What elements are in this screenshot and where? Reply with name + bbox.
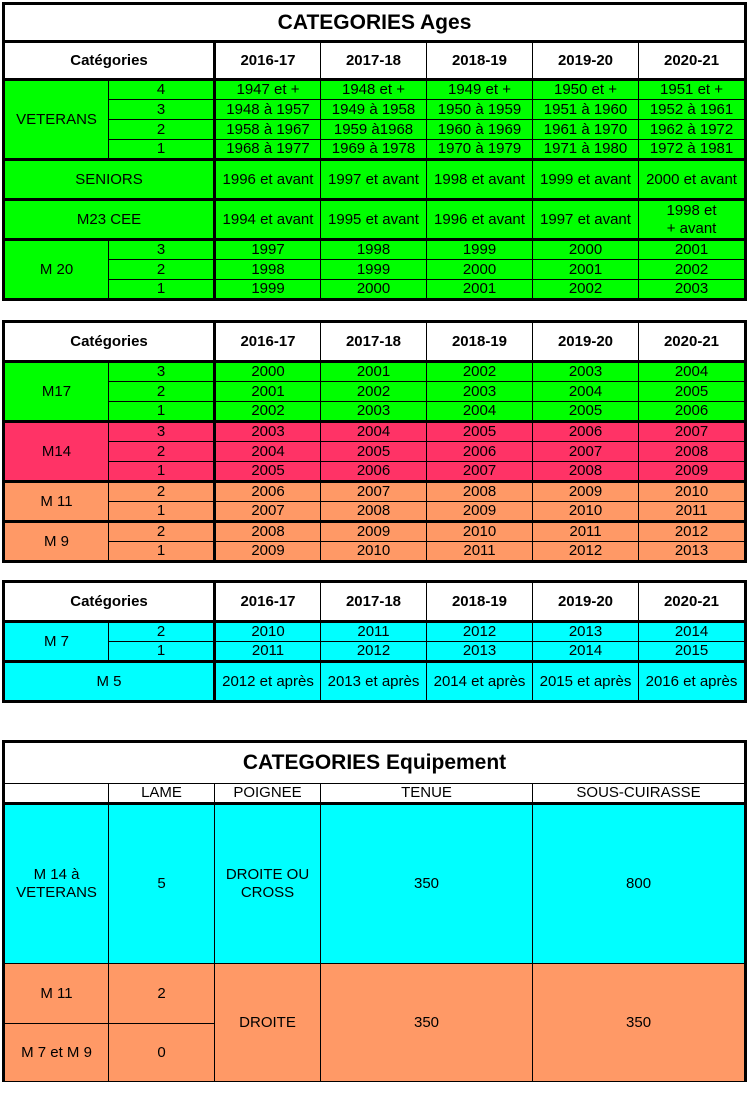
level-cell: 3 (109, 362, 215, 382)
lame-cell: 5 (109, 804, 215, 964)
year-cell: 1999 et avant (533, 160, 639, 200)
category-m14-veterans: M 14 à VETERANS (4, 804, 109, 964)
ages-title: CATEGORIES Ages (4, 4, 746, 42)
year-cell: 1969 à 1978 (321, 140, 427, 160)
year-cell: 1998 et avant (427, 160, 533, 200)
year-cell: 1961 à 1970 (533, 120, 639, 140)
category-m23: M23 CEE (4, 200, 215, 240)
level-cell: 1 (109, 542, 215, 562)
level-cell: 1 (109, 462, 215, 482)
year-cell: 1950 à 1959 (427, 100, 533, 120)
lame-cell: 0 (109, 1024, 215, 1082)
year-cell: 2011 (215, 642, 321, 662)
year-cell: 2001 (639, 240, 746, 260)
poignee-header: POIGNEE (215, 784, 321, 804)
poignee-cell: DROITE OU CROSS (215, 804, 321, 964)
year-cell: 2011 (639, 502, 746, 522)
year-cell: 2013 (533, 622, 639, 642)
year-cell: 2015 et après (533, 662, 639, 702)
year-cell: 2009 (215, 542, 321, 562)
year-cell: 2005 (427, 422, 533, 442)
year-cell: 1971 à 1980 (533, 140, 639, 160)
ages-table-2 (2, 320, 747, 563)
year-cell: 2001 (321, 362, 427, 382)
year-cell: 2002 (639, 260, 746, 280)
season-header: 2019-20 (533, 42, 639, 80)
year-cell: 1997 et avant (533, 200, 639, 240)
level-cell: 2 (109, 522, 215, 542)
year-cell: 2007 (639, 422, 746, 442)
year-cell: 2014 (533, 642, 639, 662)
year-cell: 1996 et avant (427, 200, 533, 240)
year-cell: 1968 à 1977 (215, 140, 321, 160)
level-cell: 1 (109, 280, 215, 300)
year-cell: 1998 et + avant (639, 200, 746, 240)
year-cell: 1970 à 1979 (427, 140, 533, 160)
level-cell: 1 (109, 402, 215, 422)
categories-header: Catégories (4, 582, 215, 622)
ages-table-1 (2, 2, 747, 301)
year-cell: 2007 (215, 502, 321, 522)
tenue-cell: 350 (321, 964, 533, 1082)
year-cell: 2010 (321, 542, 427, 562)
year-cell: 2009 (321, 522, 427, 542)
tenue-cell: 350 (321, 804, 533, 964)
year-cell: 2015 (639, 642, 746, 662)
year-cell: 1997 (215, 240, 321, 260)
year-cell: 2010 (215, 622, 321, 642)
year-cell: 1951 et + (639, 80, 746, 100)
level-cell: 2 (109, 382, 215, 402)
lame-header: LAME (109, 784, 215, 804)
year-cell: 1960 à 1969 (427, 120, 533, 140)
category-m5: M 5 (4, 662, 215, 702)
category-m7-m9: M 7 et M 9 (4, 1024, 109, 1082)
season-header: 2016-17 (215, 322, 321, 362)
category-m20: M 20 (4, 240, 109, 300)
year-cell: 1947 et + (215, 80, 321, 100)
year-cell: 2008 (533, 462, 639, 482)
year-cell: 2011 (427, 542, 533, 562)
year-cell: 2006 (533, 422, 639, 442)
year-cell: 1951 à 1960 (533, 100, 639, 120)
year-cell: 2011 (533, 522, 639, 542)
year-cell: 1949 et + (427, 80, 533, 100)
year-cell: 2006 (427, 442, 533, 462)
year-cell: 1948 à 1957 (215, 100, 321, 120)
year-cell: 1950 et + (533, 80, 639, 100)
level-cell: 2 (109, 622, 215, 642)
year-cell: 2000 (215, 362, 321, 382)
ages-table-3 (2, 580, 747, 703)
season-header: 2018-19 (427, 582, 533, 622)
season-header: 2018-19 (427, 42, 533, 80)
year-cell: 2004 (215, 442, 321, 462)
season-header: 2017-18 (321, 42, 427, 80)
year-cell: 2008 (427, 482, 533, 502)
categories-header: Catégories (4, 322, 215, 362)
year-cell: 1999 (321, 260, 427, 280)
poignee-cell: DROITE (215, 964, 321, 1082)
year-cell: 2012 (321, 642, 427, 662)
season-header: 2017-18 (321, 322, 427, 362)
year-cell: 2002 (427, 362, 533, 382)
level-cell: 3 (109, 100, 215, 120)
level-cell: 4 (109, 80, 215, 100)
year-cell: 2006 (215, 482, 321, 502)
year-cell: 2005 (321, 442, 427, 462)
season-header: 2016-17 (215, 582, 321, 622)
year-cell: 2002 (215, 402, 321, 422)
equipment-header-blank (4, 784, 109, 804)
year-cell: 2013 (427, 642, 533, 662)
category-m9: M 9 (4, 522, 109, 562)
year-cell: 2009 (639, 462, 746, 482)
year-cell: 2004 (427, 402, 533, 422)
year-cell: 1996 et avant (215, 160, 321, 200)
level-cell: 2 (109, 442, 215, 462)
year-cell: 1948 et + (321, 80, 427, 100)
year-cell: 1958 à 1967 (215, 120, 321, 140)
year-cell: 1949 à 1958 (321, 100, 427, 120)
year-cell: 2008 (215, 522, 321, 542)
sous-cuirasse-cell: 800 (533, 804, 746, 964)
season-header: 2020-21 (639, 42, 746, 80)
year-cell: 2010 (427, 522, 533, 542)
year-cell: 2012 (639, 522, 746, 542)
level-cell: 1 (109, 642, 215, 662)
year-cell: 2012 (427, 622, 533, 642)
year-cell: 2000 (533, 240, 639, 260)
year-cell: 2009 (427, 502, 533, 522)
year-cell: 2008 (321, 502, 427, 522)
level-cell: 3 (109, 422, 215, 442)
year-cell: 2000 (427, 260, 533, 280)
year-cell: 2014 (639, 622, 746, 642)
season-header: 2017-18 (321, 582, 427, 622)
year-cell: 2004 (533, 382, 639, 402)
year-cell: 2005 (533, 402, 639, 422)
year-cell: 2002 (533, 280, 639, 300)
year-cell: 1998 (215, 260, 321, 280)
year-cell: 2002 (321, 382, 427, 402)
season-header: 2016-17 (215, 42, 321, 80)
equipment-table (2, 740, 747, 1082)
year-cell: 2001 (427, 280, 533, 300)
year-cell: 2000 (321, 280, 427, 300)
season-header: 2018-19 (427, 322, 533, 362)
year-cell: 2003 (427, 382, 533, 402)
tenue-header: TENUE (321, 784, 533, 804)
season-header: 2019-20 (533, 582, 639, 622)
year-cell: 2007 (427, 462, 533, 482)
categories-header: Catégories (4, 42, 215, 80)
year-cell: 1999 (215, 280, 321, 300)
season-header: 2020-21 (639, 322, 746, 362)
category-m14: M14 (4, 422, 109, 482)
year-cell: 1994 et avant (215, 200, 321, 240)
year-cell: 2003 (639, 280, 746, 300)
category-seniors: SENIORS (4, 160, 215, 200)
year-cell: 2005 (215, 462, 321, 482)
year-cell: 2012 et après (215, 662, 321, 702)
year-cell: 2001 (533, 260, 639, 280)
sous-cuirasse-header: SOUS-CUIRASSE (533, 784, 746, 804)
year-cell: 2010 (639, 482, 746, 502)
year-cell: 2001 (215, 382, 321, 402)
year-cell: 1998 (321, 240, 427, 260)
year-cell: 2013 et après (321, 662, 427, 702)
year-cell: 1962 à 1972 (639, 120, 746, 140)
year-cell: 1972 à 1981 (639, 140, 746, 160)
level-cell: 1 (109, 140, 215, 160)
year-cell: 2003 (215, 422, 321, 442)
year-cell: 2006 (321, 462, 427, 482)
sous-cuirasse-cell: 350 (533, 964, 746, 1082)
year-cell: 2008 (639, 442, 746, 462)
year-cell: 2010 (533, 502, 639, 522)
category-m11: M 11 (4, 964, 109, 1024)
year-cell: 1997 et avant (321, 160, 427, 200)
level-cell: 3 (109, 240, 215, 260)
year-cell: 1952 à 1961 (639, 100, 746, 120)
year-cell: 2014 et après (427, 662, 533, 702)
level-cell: 1 (109, 502, 215, 522)
lame-cell: 2 (109, 964, 215, 1024)
year-cell: 2009 (533, 482, 639, 502)
level-cell: 2 (109, 120, 215, 140)
season-header: 2020-21 (639, 582, 746, 622)
year-cell: 2007 (321, 482, 427, 502)
year-cell: 2004 (639, 362, 746, 382)
season-header: 2019-20 (533, 322, 639, 362)
year-cell: 1999 (427, 240, 533, 260)
year-cell: 2003 (321, 402, 427, 422)
year-cell: 2012 (533, 542, 639, 562)
equipment-title: CATEGORIES Equipement (4, 742, 746, 784)
year-cell: 1959 à1968 (321, 120, 427, 140)
category-m11: M 11 (4, 482, 109, 522)
category-m17: M17 (4, 362, 109, 422)
category-veterans: VETERANS (4, 80, 109, 160)
year-cell: 2013 (639, 542, 746, 562)
year-cell: 2004 (321, 422, 427, 442)
year-cell: 2007 (533, 442, 639, 462)
year-cell: 2016 et après (639, 662, 746, 702)
year-cell: 2005 (639, 382, 746, 402)
year-cell: 1995 et avant (321, 200, 427, 240)
category-m7: M 7 (4, 622, 109, 662)
year-cell: 2003 (533, 362, 639, 382)
year-cell: 2011 (321, 622, 427, 642)
level-cell: 2 (109, 482, 215, 502)
year-cell: 2000 et avant (639, 160, 746, 200)
year-cell: 2006 (639, 402, 746, 422)
level-cell: 2 (109, 260, 215, 280)
